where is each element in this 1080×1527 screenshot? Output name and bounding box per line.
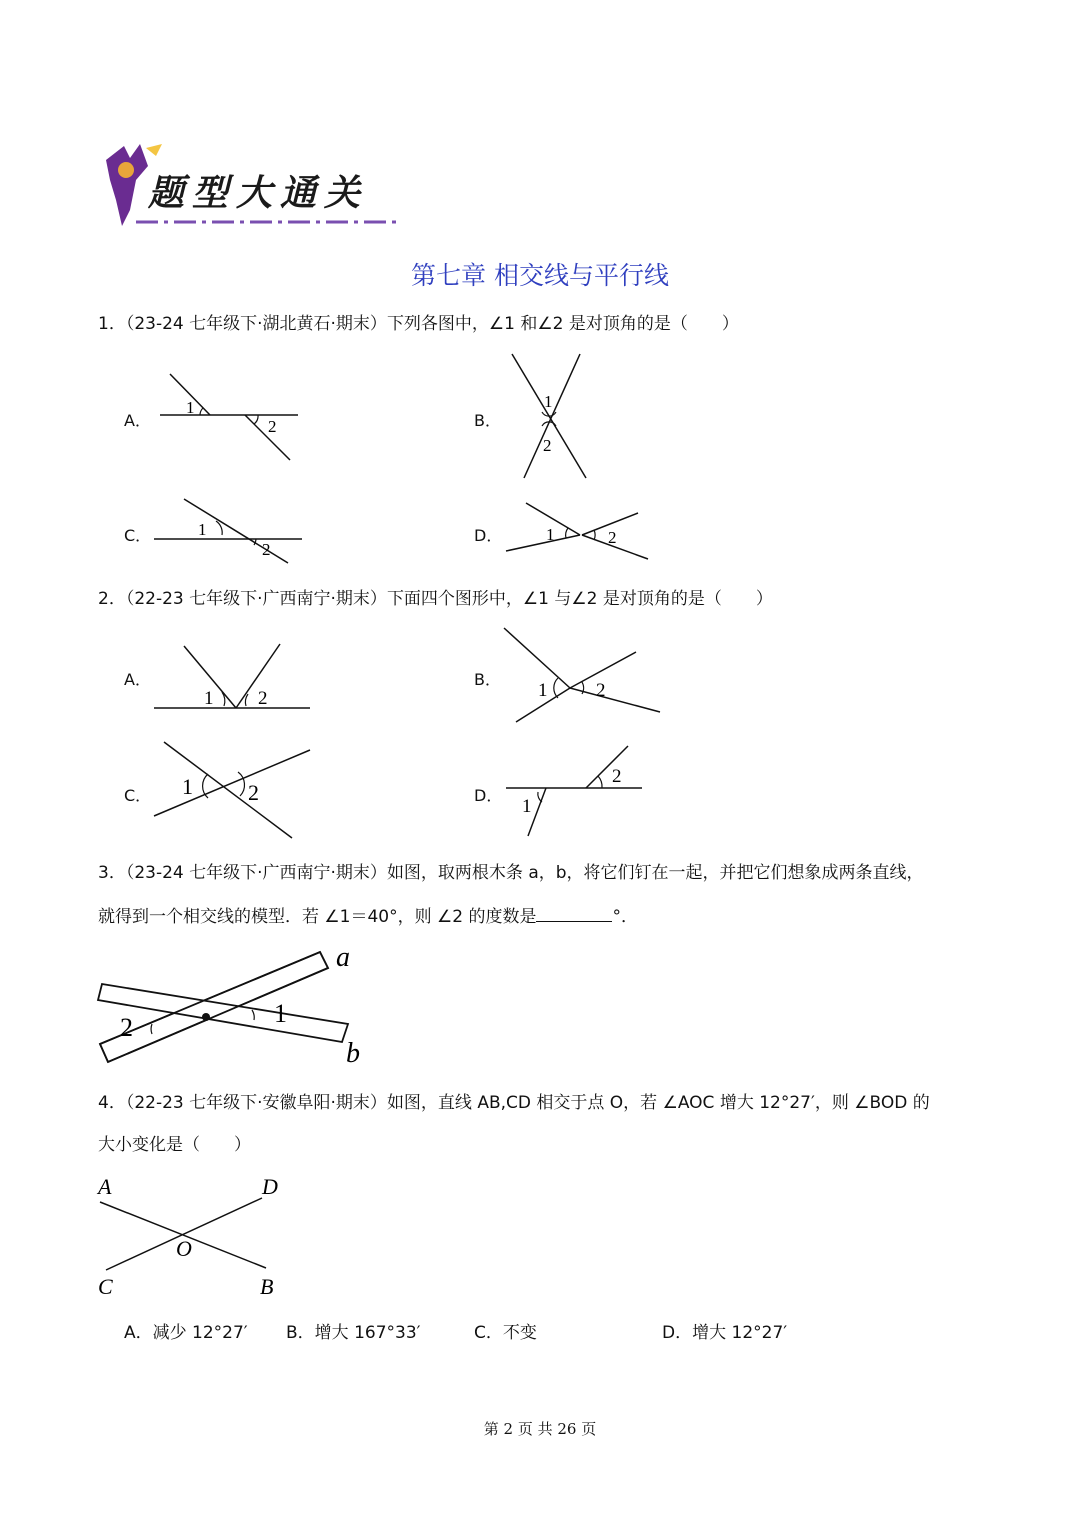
angle-2-label: 2 <box>262 540 271 559</box>
option-letter: C． <box>474 1323 503 1343</box>
label-a: a <box>336 942 350 973</box>
q4-number: 4． <box>98 1093 126 1113</box>
angle-1-label: 1 <box>198 520 207 539</box>
q1-figure-b <box>500 350 600 484</box>
q1-figure-c <box>150 495 310 571</box>
q2-option-d[interactable]: D． <box>474 786 503 805</box>
angle-1-label: 1 <box>544 392 553 411</box>
q2-number: 2． <box>98 589 126 609</box>
angle-2-label: 2 <box>258 688 268 709</box>
q3-source: （23-24 七年级下·广西南宁·期末） <box>125 863 387 883</box>
q1-source: （23-24 七年级下·湖北黄石·期末） <box>125 314 387 334</box>
angle-2-label: 2 <box>248 780 259 805</box>
question-3-line2 <box>98 905 638 928</box>
q2-figure-b <box>500 624 665 726</box>
label-O: O <box>176 1236 192 1261</box>
q2-figure-c <box>150 736 315 844</box>
option-letter: A． <box>124 1323 153 1343</box>
label-D: D <box>262 1174 278 1199</box>
option-text: 增大 167°33′ <box>314 1323 421 1343</box>
answer-blank[interactable] <box>536 905 612 922</box>
nail-point <box>202 1013 210 1021</box>
option-letter: B． <box>286 1323 315 1343</box>
angle-2-label: 2 <box>543 436 552 455</box>
question-1 <box>98 313 739 335</box>
q1-figure-a <box>150 370 310 466</box>
label-C: C <box>98 1274 113 1299</box>
angle-2-label: 2 <box>268 417 277 436</box>
q4-text-line2: 大小变化是（ ） <box>98 1135 251 1155</box>
angle-2-label: 2 <box>596 680 606 701</box>
q3-text-line2: 就得到一个相交线的模型．若 ∠1＝40°，则 ∠2 的度数是 <box>98 907 537 927</box>
q3-text-line2-end: °． <box>612 907 638 927</box>
angle-2-label: 2 <box>120 1013 133 1042</box>
question-4-line1 <box>98 1092 930 1114</box>
q2-text: 下面四个图形中，∠1 与∠2 是对顶角的是（ ） <box>386 589 773 609</box>
q1-option-b[interactable]: B． <box>474 411 501 430</box>
q4-option-b[interactable] <box>286 1322 421 1344</box>
option-letter: D． <box>662 1323 693 1343</box>
option-text: 增大 12°27′ <box>692 1323 788 1343</box>
q2-figure-a <box>150 640 315 716</box>
label-B: B <box>260 1274 274 1299</box>
angle-1-label: 1 <box>182 774 193 799</box>
angle-1-label: 1 <box>204 688 214 709</box>
banner-title: 题型大通关 <box>148 172 369 214</box>
q2-option-c[interactable]: C． <box>124 786 152 805</box>
q4-source: （22-23 七年级下·安徽阜阳·期末） <box>125 1093 387 1113</box>
q4-option-a[interactable] <box>124 1322 248 1344</box>
label-A: A <box>98 1174 112 1199</box>
angle-2-label: 2 <box>608 528 617 547</box>
q3-number: 3． <box>98 863 126 883</box>
angle-1-label: 1 <box>274 999 287 1028</box>
angle-1-label: 1 <box>522 796 532 817</box>
option-text: 减少 12°27′ <box>152 1323 248 1343</box>
q3-figure-sticks <box>92 940 382 1076</box>
angle-2-label: 2 <box>612 766 622 787</box>
q1-text: 下列各图中，∠1 和∠2 是对顶角的是（ ） <box>386 314 739 334</box>
chapter-title: 第七章 相交线与平行线 <box>411 261 669 290</box>
q4-text-line1: 如图，直线 AB,CD 相交于点 O，若 ∠AOC 增大 12°27′，则 ∠BOD 的 <box>386 1093 930 1113</box>
q1-option-d[interactable]: D． <box>474 526 503 545</box>
q4-option-d[interactable] <box>662 1322 787 1344</box>
q1-figure-d <box>500 495 655 565</box>
q2-figure-d <box>500 740 650 840</box>
q2-option-a[interactable]: A． <box>124 670 151 689</box>
label-b: b <box>346 1038 360 1069</box>
angle-1-label: 1 <box>186 398 195 417</box>
option-text: 不变 <box>502 1323 537 1343</box>
angle-1-label: 1 <box>546 525 555 544</box>
q2-option-b[interactable]: B． <box>474 670 501 689</box>
angle-1-label: 1 <box>538 680 548 701</box>
q1-number: 1． <box>98 314 126 334</box>
question-3-line1 <box>98 862 924 884</box>
page-footer: 第 2 页 共 26 页 <box>483 1420 597 1438</box>
question-4-line2 <box>98 1134 251 1156</box>
q1-option-c[interactable]: C． <box>124 526 152 545</box>
question-2 <box>98 588 773 610</box>
q4-option-c[interactable] <box>474 1322 537 1344</box>
q4-figure-lines <box>92 1172 292 1300</box>
q3-text-line1: 如图，取两根木条 a，b，将它们钉在一起，并把它们想象成两条直线， <box>386 863 924 883</box>
q2-source: （22-23 七年级下·广西南宁·期末） <box>125 589 387 609</box>
wizard-figure-icon <box>106 144 148 226</box>
q1-option-a[interactable]: A． <box>124 411 151 430</box>
